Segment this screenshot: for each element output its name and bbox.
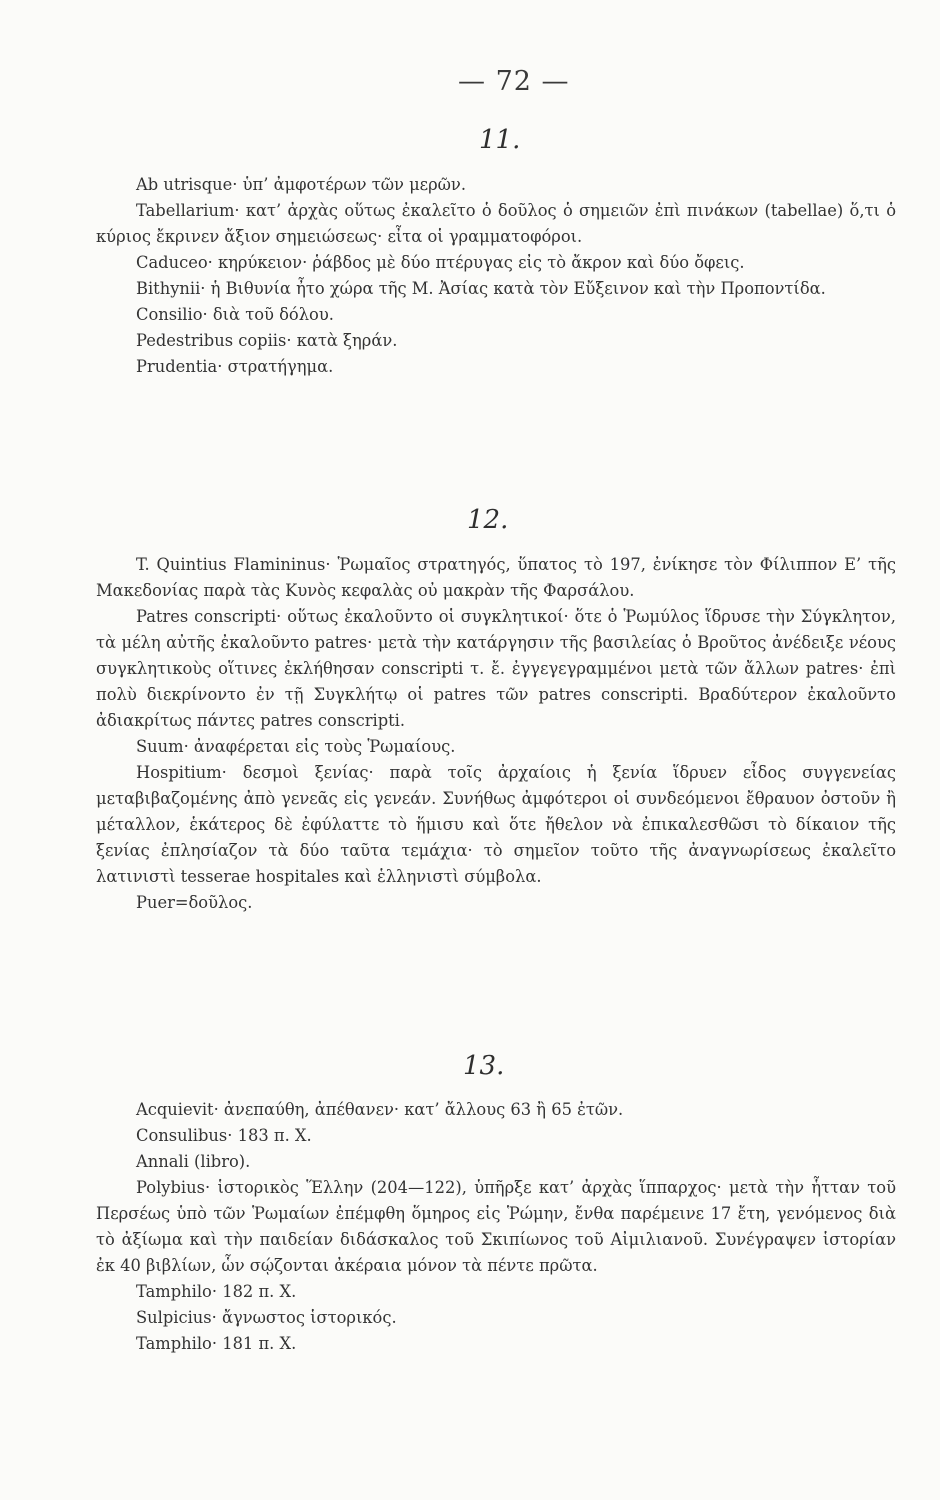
note-entry: Polybius· ἱστορικὸς Ἕλλην (204—122), ὑπῆρξε κατ’ ἀρχὰς ἵππαρχος· μετὰ τὴν ἧτταν τοῦ Περσέως ὑπὸ τῶν Ῥωμαίων ἐπέμφθη ὅμηρος εἰς Ῥώμην, ἔνθα παρέμεινε 17 ἔτη, γενόμενος διὰ τὸ ἀξίωμα καὶ τὴν παιδείαν διδάσκαλος τοῦ Σκιπίωνος τοῦ Αἰμιλιανοῦ. Συνέγραψεν ἱστορίαν ἐκ 40 βιβλίων, ὧν σῴζονται ἀκέραια μόνον τὰ πέντε πρῶτα.: [96, 1178, 896, 1275]
section-title-12: 12.: [467, 505, 509, 535]
page-number: — 72 —: [458, 66, 570, 97]
note-entry: Prudentia· στρατήγημα.: [136, 357, 334, 376]
note-entry: Tamphilo· 182 π. Χ.: [136, 1282, 297, 1301]
note-entry: Sulpicius· ἄγνωστος ἱστορικός.: [136, 1308, 397, 1327]
note-entry: Suum· ἀναφέρεται εἰς τοὺς Ῥωμαίους.: [136, 737, 456, 756]
note-entry: Puer=δοῦλος.: [136, 893, 253, 912]
note-entry: Tamphilo· 181 π. Χ.: [136, 1334, 297, 1353]
note-entry: Patres conscripti· οὕτως ἐκαλοῦντο οἱ συγκλητικοί· ὅτε ὁ Ῥωμύλος ἵδρυσε τὴν Σύγκλητον, τὰ μέλη αὐτῆς ἐκαλοῦντο patres· μετὰ τὴν κατάργησιν τῆς βασιλείας ὁ Βροῦτος ἀνέδειξε νέους συγκλητικοὺς οἵτινες ἐκλήθησαν conscripti τ. ἔ. ἐγγεγεγραμμένοι μετὰ τῶν ἄλλων patres· ἐπὶ πολὺ διεκρίνοντο ἐν τῇ Συγκλήτῳ οἱ patres τῶν patres conscripti. Βραδύτερον ἐκαλοῦντο ἀδιακρίτως πάντες patres conscripti.: [96, 607, 896, 730]
section-title-11: 11.: [479, 125, 521, 155]
note-entry: Hospitium· δεσμοὶ ξενίας· παρὰ τοῖς ἀρχαίοις ἡ ξενία ἵδρυεν εἶδος συγγενείας μεταβιβαζομένης ἀπὸ γενεᾶς εἰς γενεάν. Συνήθως ἀμφότεροι οἱ συνδεόμενοι ἔθραυον ὀστοῦν ἢ μέταλλον, ἑκάτερος δὲ ἐφύλαττε τὸ ἥμισυ καὶ ὅτε ἤθελον νὰ ἐπικαλεσθῶσι τὸ δίκαιον τῆς ξενίας ἐπλησίαζον τὰ δύο ταῦτα τεμάχια· τὸ σημεῖον τοῦτο τῆς ἀναγνωρίσεως ἐκαλεῖτο λατινιστὶ tesserae hospitales καὶ ἑλληνιστὶ σύμβολα.: [96, 763, 896, 886]
note-entry: Ab utrisque· ὑπ’ ἀμφοτέρων τῶν μερῶν.: [136, 175, 467, 194]
note-entry: Bithynii· ἡ Βιθυνία ἦτο χώρα τῆς Μ. Ἀσίας κατὰ τὸν Εὔξεινον καὶ τὴν Προποντίδα.: [136, 279, 826, 298]
section-11-notes: [96, 172, 896, 380]
note-entry: Tabellarium· κατ’ ἀρχὰς οὕτως ἐκαλεῖτο ὁ δοῦλος ὁ σημειῶν ἐπὶ πινάκων (tabellae) ὅ,τι ὁ κύριος ἔκρινεν ἄξιον σημειώσεως· εἶτα οἱ γραμματοφόροι.: [96, 201, 896, 246]
note-entry: T. Quintius Flamininus· Ῥωμαῖος στρατηγός, ὕπατος τὸ 197, ἐνίκησε τὸν Φίλιππον Ε’ τῆς Μακεδονίας παρὰ τὰς Κυνὸς κεφαλὰς οὐ μακρὰν τῆς Φαρσάλου.: [96, 555, 896, 600]
note-entry: Acquievit· ἀνεπαύθη, ἀπέθανεν· κατ’ ἄλλους 63 ἢ 65 ἐτῶν.: [136, 1100, 624, 1119]
note-entry: Caduceo· κηρύκειον· ῥάβδος μὲ δύο πτέρυγας εἰς τὸ ἄκρον καὶ δύο ὄφεις.: [136, 253, 745, 272]
section-12-notes: [96, 552, 896, 916]
section-13-notes: [96, 1097, 896, 1357]
note-entry: Consilio· διὰ τοῦ δόλου.: [136, 305, 334, 324]
note-entry: Pedestribus copiis· κατὰ ξηράν.: [136, 331, 398, 350]
section-title-13: 13.: [463, 1051, 505, 1081]
note-entry: Annali (libro).: [136, 1152, 251, 1171]
note-entry: Consulibus· 183 π. Χ.: [136, 1126, 312, 1145]
